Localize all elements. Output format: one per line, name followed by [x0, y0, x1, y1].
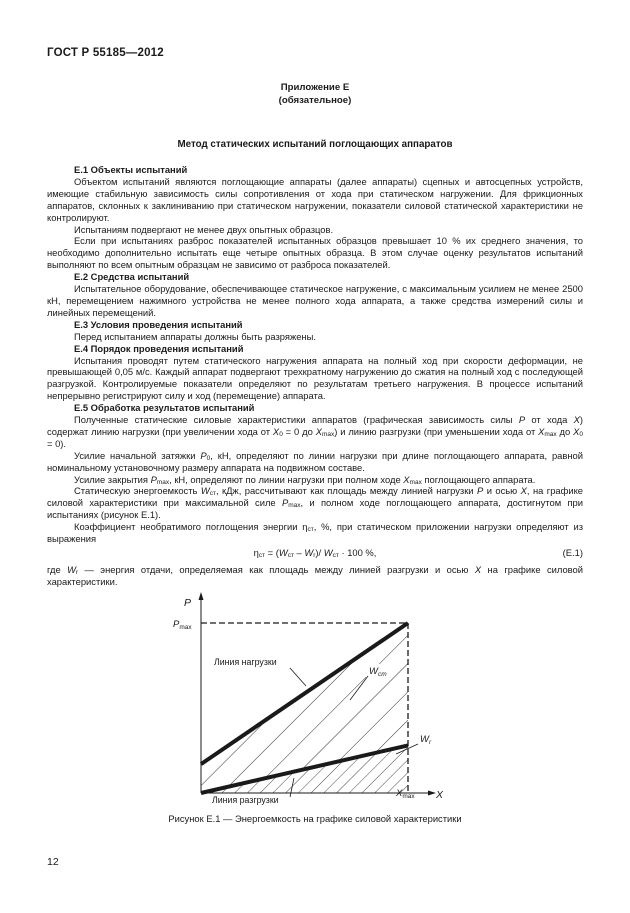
energy-diagram	[170, 590, 460, 810]
section-heading-e3: Е.3 Условия проведения испытаний	[74, 318, 243, 330]
section-heading-e5: Е.5 Обработка результатов испытаний	[74, 402, 255, 414]
x-tick-xmax: $X_{max}$	[396, 788, 415, 800]
load-line-label: Линия нагрузки	[214, 657, 277, 667]
wr-label: $W_r$	[420, 734, 432, 746]
y-tick-pmax: $P_{max}$	[173, 619, 192, 631]
paragraph: Усилие начальной затяжки $P_0$, кН, определяют по линии нагрузки при длине поглощающего аппарата, равной номинальному установочному размеру аппарата на подвижном составе.	[47, 449, 583, 473]
paragraph: где $W_r$ — энергия отдачи, определяемая как площадь между линией разгрузки и осью X на графике силовой характеристики.	[47, 564, 583, 587]
figure-caption: Рисунок Е.1 — Энергоемкость на графике силовой характеристики	[168, 813, 462, 824]
paragraph: Испытания проводят путем статического нагружения аппарата на полный ход при скорости деформации, не превышающей 0,05 м/с. Каждый аппарат подвергают трехкратному нагружению до сжатия на полный ход с последующей разгрузкой. Контролируемые показатели определяют по результатам третьего нагружения. В процессе испытаний непрерывно регистрируют силу и ход (перемещение) аппарата.	[47, 354, 583, 402]
paragraph: Полученные статические силовые характеристики аппаратов (графическая зависимость силы P от хода X) содержат линию нагрузки (при увеличении хода от $X_0 = 0$ до $X_{max}$) и линию разгрузки (при уменьшении хода от $X_{max}$ до $X_0 = 0$).	[47, 414, 584, 449]
section-heading-e4: Е.4 Порядок проведения испытаний	[74, 342, 244, 354]
paragraph: Испытаниям подвергают не менее двух опытных образцов.	[74, 223, 334, 235]
equation-number: (Е.1)	[562, 547, 583, 558]
paragraph: Усилие закрытия $P_{max}$, кН, определяют по линии нагрузки при полном ходе $X_{max}$ поглощающего аппарата.	[74, 473, 536, 486]
paragraph: Если при испытаниях разброс показателей испытанных образцов превышает 10 % их среднего значения, то необходимо дополнительно испытать еще четыре опытных образца. В этом случае оценку результатов испытаний выполняют по всем опытным образцам не зависимо от разброса показателей.	[47, 235, 583, 271]
paragraph: Статическую энергоемкость $W_{ст}$, кДж, рассчитывают как площадь между линией нагрузки P и осью X, на графике силовой характеристики при максимальной силе $P_{max}$, и полном ходе поглощающего аппарата, достигнутом при испытаниях (рисунок Е.1).	[47, 485, 583, 521]
formula-expression: $\eta_{ст} = (W_{ст} - W_r)/$ $W_{ст} \cdot 100$ %,	[253, 547, 377, 559]
y-axis-label: P	[184, 597, 192, 609]
standard-designation: ГОСТ Р 55185—2012	[47, 47, 164, 59]
document-title: Метод статических испытаний поглощающих аппаратов	[177, 139, 453, 150]
x-axis-arrow	[428, 791, 436, 796]
x-axis-label: X	[436, 789, 444, 801]
paragraph: Перед испытанием аппараты должны быть разряжены.	[74, 330, 316, 342]
load-label-leader	[290, 668, 306, 686]
paragraph: Объектом испытаний являются поглощающие аппараты (далее аппараты) сцепных и автосцепных устройств, имеющие стабильную зависимость силы сопротивления от хода при статическом нагружении. Для фрикционных аппаратов, склонных к заклиниванию при статическом нагружении, показатели силовой статической характеристики не контролируют.	[47, 175, 583, 223]
section-heading-e1: Е.1 Объекты испытаний	[74, 164, 188, 175]
document-body	[47, 164, 583, 588]
paragraph: Испытательное оборудование, обеспечивающее статическое нагружение, с максимальным усилием не менее 2500 кН, перемещением нажимного устройства не менее полного хода аппарата, а также средства измерений силы и линейных перемещений.	[47, 283, 583, 318]
formula-e1	[47, 547, 583, 562]
unload-line-label: Линия разгрузки	[212, 795, 279, 805]
annex-status: (обязательное)	[278, 95, 352, 106]
annex-title: Приложение Е	[280, 82, 350, 93]
page-number: 12	[47, 856, 59, 868]
section-heading-e2: Е.2 Средства испытаний	[74, 271, 190, 283]
y-axis-arrow	[199, 592, 204, 600]
paragraph: Коэффициент необратимого поглощения энергии $\eta_{ст}$, %, при статическом приложении нагрузки определяют из выражения	[47, 521, 583, 545]
wct-label: $W_{ст}$	[369, 666, 387, 678]
